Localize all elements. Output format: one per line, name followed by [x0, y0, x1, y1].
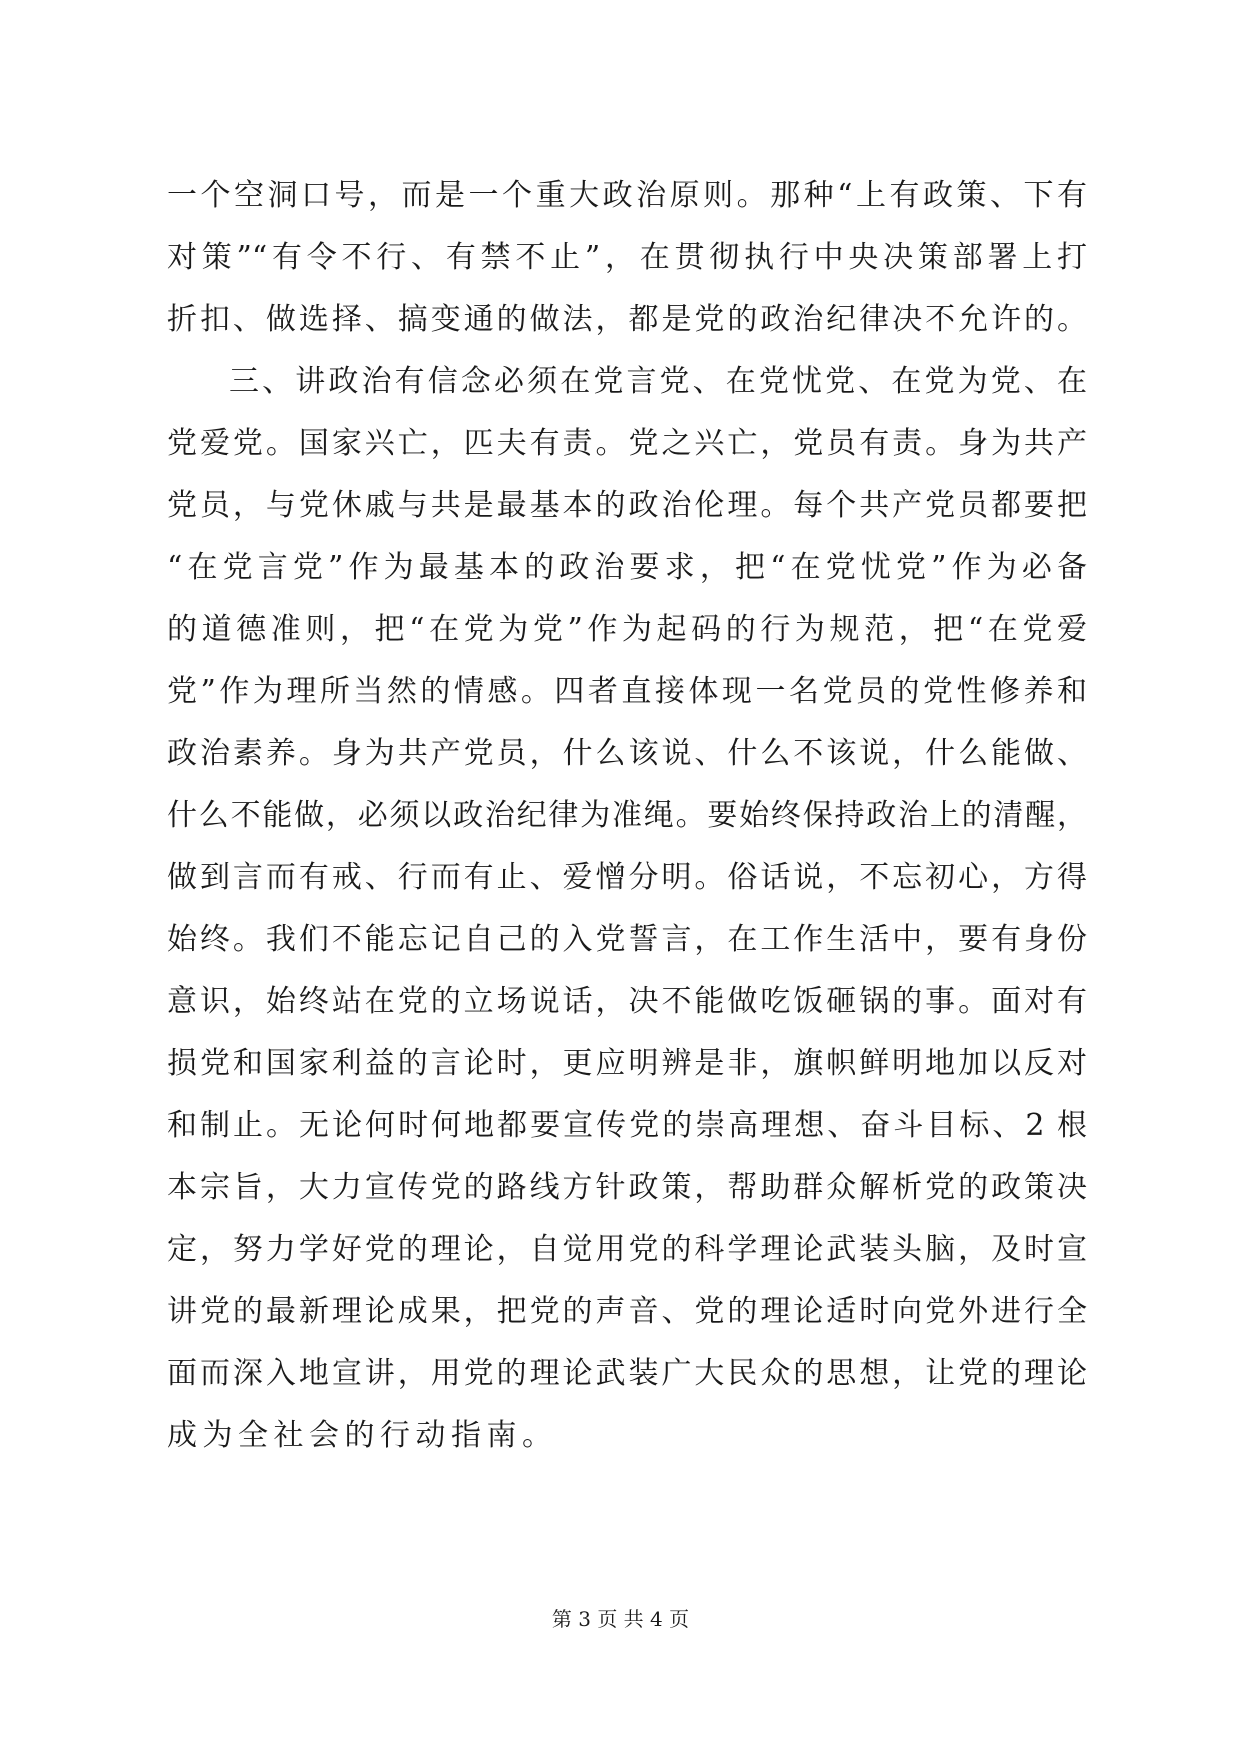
text-line: 和制止。无论何时何地都要宣传党的崇高理想、奋斗目标、2 根 — [167, 1108, 1087, 1143]
text-line: 意识，始终站在党的立场说话，决不能做吃饭砸锅的事。面对有 — [167, 984, 1087, 1019]
text-line: 折扣、做选择、搞变通的做法，都是党的政治纪律决不允许的。 — [167, 302, 1087, 337]
text-line: 本宗旨，大力宣传党的路线方针政策，帮助群众解析党的政策决 — [167, 1170, 1087, 1205]
text-line: 党爱党。国家兴亡，匹夫有责。党之兴亡，党员有责。身为共产 — [167, 426, 1087, 461]
text-line: 做到言而有戒、行而有止、爱憎分明。俗话说，不忘初心，方得 — [167, 860, 1087, 895]
text-line: 定，努力学好党的理论，自觉用党的科学理论武装头脑，及时宣 — [167, 1232, 1087, 1267]
text-line: 成为全社会的行动指南。 — [167, 1418, 558, 1453]
text-line: “在党言党”作为最基本的政治要求，把“在党忧党”作为必备 — [167, 550, 1087, 585]
text-line: 讲党的最新理论成果，把党的声音、党的理论适时向党外进行全 — [167, 1294, 1087, 1329]
page-number-footer: 第 3 页 共 4 页 — [551, 1607, 690, 1631]
text-line: 一个空洞口号，而是一个重大政治原则。那种“上有政策、下有 — [167, 178, 1087, 213]
text-line: 党员，与党休戚与共是最基本的政治伦理。每个共产党员都要把 — [167, 488, 1087, 523]
text-line: 党”作为理所当然的情感。四者直接体现一名党员的党性修养和 — [167, 674, 1087, 709]
text-line: 什么不能做，必须以政治纪律为准绳。要始终保持政治上的清醒， — [167, 798, 1087, 833]
text-line: 损党和国家利益的言论时，更应明辨是非，旗帜鲜明地加以反对 — [167, 1046, 1087, 1081]
section-heading-line: 三、讲政治有信念必须在党言党、在党忧党、在党为党、在 — [229, 364, 1087, 399]
text-line: 对策”“有令不行、有禁不止”，在贯彻执行中央决策部署上打 — [167, 240, 1087, 275]
text-line: 政治素养。身为共产党员，什么该说、什么不该说，什么能做、 — [167, 736, 1087, 771]
text-line: 面而深入地宣讲，用党的理论武装广大民众的思想，让党的理论 — [167, 1356, 1087, 1391]
text-line: 的道德准则，把“在党为党”作为起码的行为规范，把“在党爱 — [167, 612, 1087, 647]
text-line: 始终。我们不能忘记自己的入党誓言，在工作生活中，要有身份 — [167, 922, 1087, 957]
body-text — [167, 165, 1087, 1467]
